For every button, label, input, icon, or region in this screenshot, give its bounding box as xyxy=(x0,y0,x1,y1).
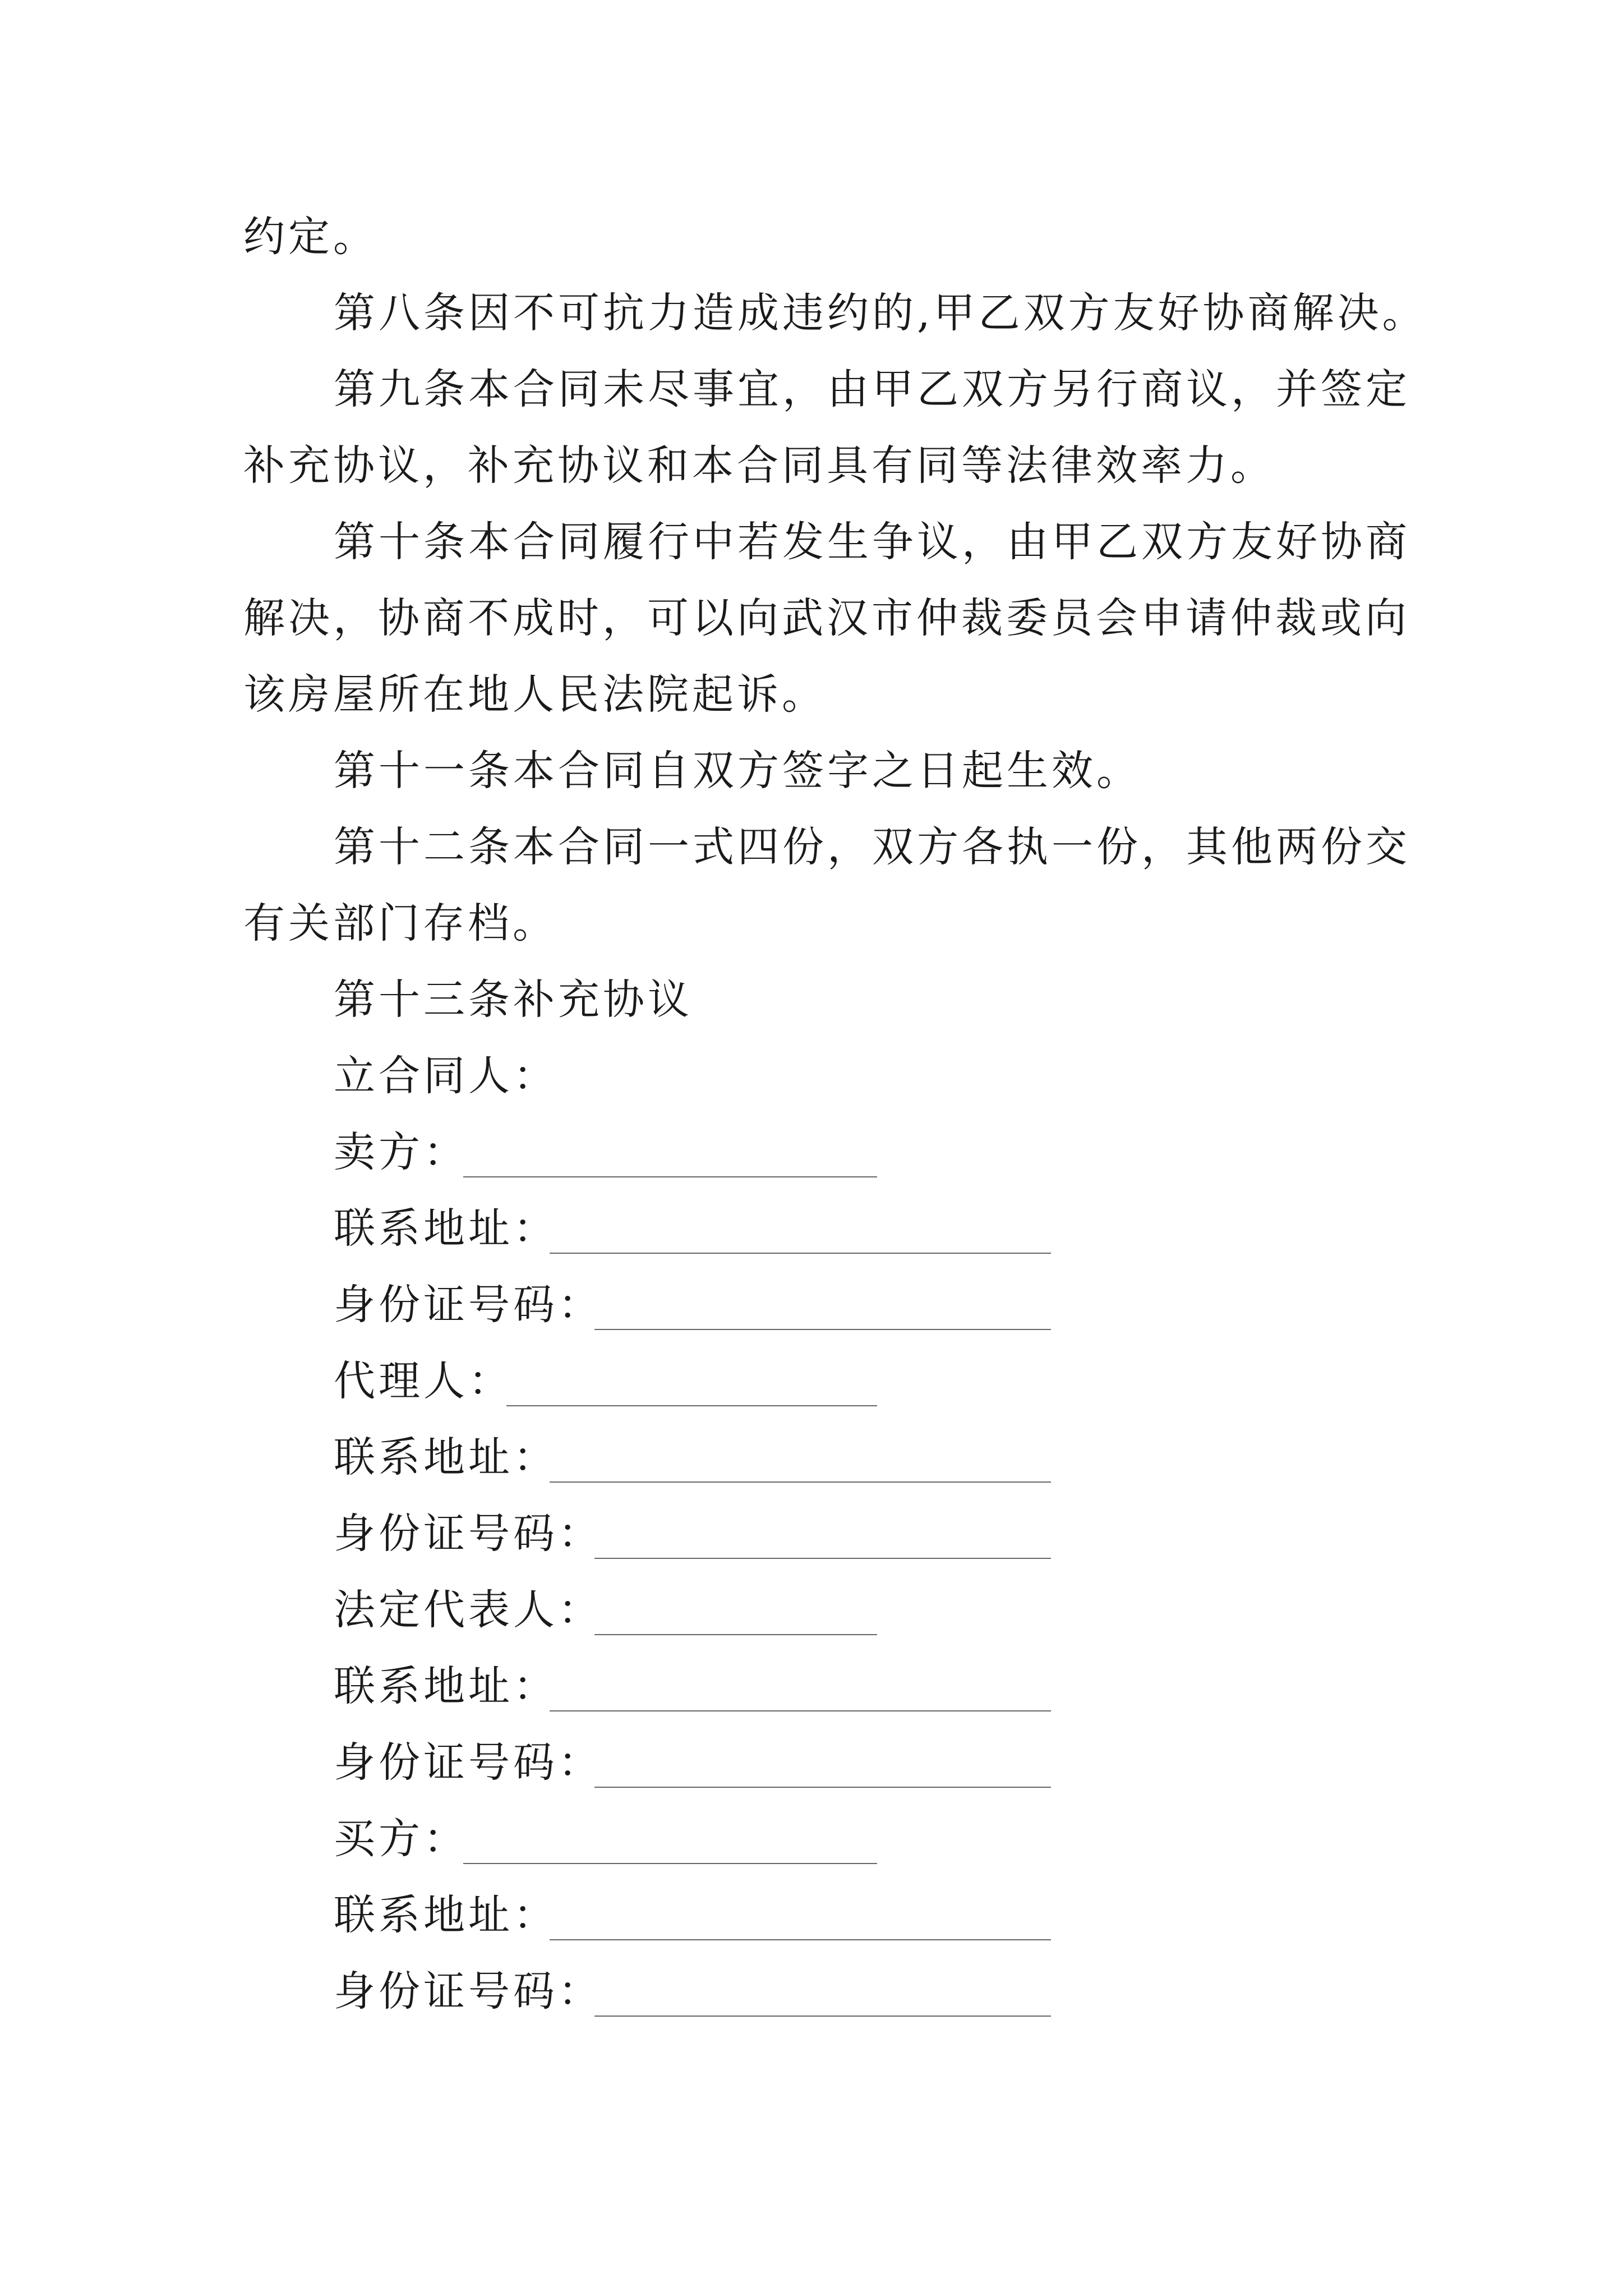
agent-address-blank[interactable] xyxy=(550,1481,1051,1483)
agent-blank[interactable] xyxy=(506,1405,877,1406)
clause-13: 第十三条补充协议 xyxy=(334,976,693,1024)
agent-id-label: 身份证号码： xyxy=(334,1510,603,1558)
legal-rep-address-label: 联系地址： xyxy=(334,1662,558,1710)
buyer-id-label: 身份证号码： xyxy=(334,1967,603,2016)
legal-rep-id-label: 身份证号码： xyxy=(334,1738,603,1787)
parties-heading: 立合同人： xyxy=(334,1052,558,1100)
clause-11: 第十一条本合同自双方签字之日起生效。 xyxy=(334,747,1141,795)
clause-9-line-1: 第九条本合同未尽事宜，由甲乙双方另行商议，并签定 xyxy=(334,365,1410,413)
seller-id-label: 身份证号码： xyxy=(334,1281,603,1329)
clause-9-line-2: 补充协议，补充协议和本合同具有同等法律效率力。 xyxy=(243,441,1275,490)
legal-rep-label: 法定代表人： xyxy=(334,1586,603,1634)
agent-address-label: 联系地址： xyxy=(334,1433,558,1481)
agent-label: 代理人： xyxy=(334,1357,513,1405)
legal-rep-id-blank[interactable] xyxy=(594,1787,1051,1788)
buyer-blank[interactable] xyxy=(463,1863,877,1864)
seller-id-blank[interactable] xyxy=(594,1329,1051,1330)
agent-id-blank[interactable] xyxy=(594,1558,1051,1559)
buyer-address-blank[interactable] xyxy=(550,1939,1051,1940)
seller-address-blank[interactable] xyxy=(550,1253,1051,1254)
legal-rep-address-blank[interactable] xyxy=(550,1710,1051,1711)
clause-12-line-1: 第十二条本合同一式四份，双方各执一份，其他两份交 xyxy=(334,823,1410,871)
paragraph-continuation: 约定。 xyxy=(243,213,378,261)
seller-label: 卖方： xyxy=(334,1128,468,1176)
buyer-label: 买方： xyxy=(334,1815,468,1863)
clause-10-line-3: 该房屋所在地人民法院起诉。 xyxy=(243,670,827,719)
seller-address-label: 联系地址： xyxy=(334,1204,558,1253)
buyer-address-label: 联系地址： xyxy=(334,1891,558,1939)
clause-10-line-1: 第十条本合同履行中若发生争议，由甲乙双方友好协商 xyxy=(334,518,1410,566)
legal-rep-blank[interactable] xyxy=(594,1634,877,1635)
clause-10-line-2: 解决，协商不成时，可以向武汉市仲裁委员会申请仲裁或向 xyxy=(243,594,1410,642)
buyer-id-blank[interactable] xyxy=(594,2016,1051,2017)
clause-12-line-2: 有关部门存档。 xyxy=(243,899,557,947)
clause-8: 第八条因不可抗力造成违约的,甲乙双方友好协商解决。 xyxy=(334,289,1427,337)
seller-blank[interactable] xyxy=(463,1176,877,1177)
